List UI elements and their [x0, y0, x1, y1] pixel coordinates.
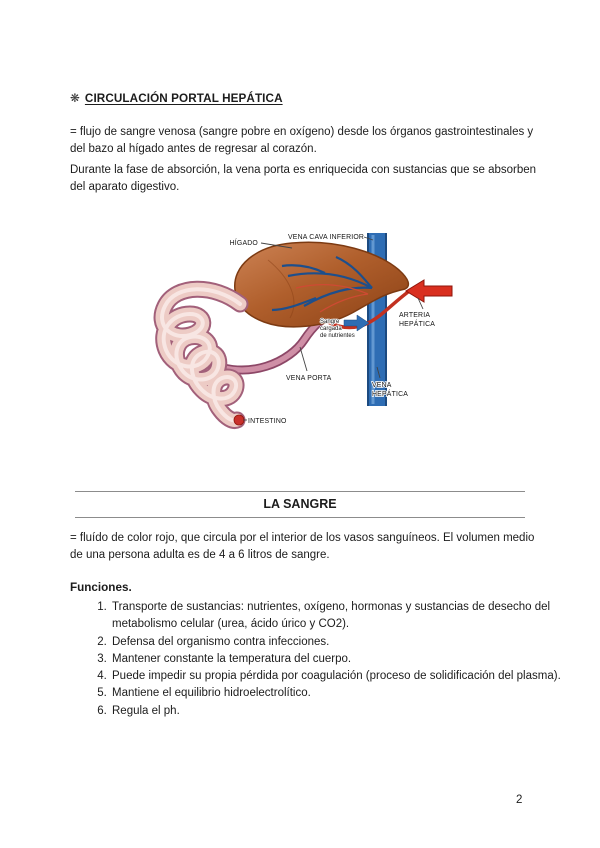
- label-vena-hepatica-line1: VENA: [372, 382, 392, 389]
- intestine-tip: [234, 415, 244, 425]
- artery-flow-arrow: [406, 280, 452, 302]
- intestine-coil: [162, 289, 240, 420]
- funciones-heading: Funciones.: [70, 581, 132, 594]
- functions-list: [70, 599, 568, 720]
- label-sangre-cargada-line3: de nutrientes: [320, 333, 355, 339]
- la-sangre-title: LA SANGRE: [263, 497, 337, 511]
- label-higado: HÍGADO: [229, 240, 258, 247]
- function-item-4: 4. Puede impedir su propia pérdida por coagulación (proceso de solidificación del plasma).: [110, 668, 568, 685]
- section-title: CIRCULACIÓN PORTAL HEPÁTICA: [84, 92, 283, 105]
- label-arteria-hepatica-line1: ARTERIA: [399, 312, 431, 319]
- divider-top: [75, 491, 525, 492]
- portal-circulation-figure: [140, 230, 470, 444]
- function-item-3: 3. Mantener constante la temperatura del cuerpo.: [110, 651, 568, 668]
- function-item-2: 2. Defensa del organismo contra infecciones.: [110, 634, 568, 651]
- divider-bottom: [75, 517, 525, 518]
- label-vena-porta: VENA PORTA: [286, 375, 332, 382]
- label-sangre-cargada-line2: cargada: [320, 326, 342, 332]
- section-heading: [70, 91, 283, 105]
- function-item-1: 1. Transporte de sustancias: nutrientes, oxígeno, hormonas y sustancias de desecho del metabolismo celular (urea, ácido úrico y CO2).: [110, 599, 568, 634]
- function-item-6: 6. Regula el ph.: [110, 703, 568, 720]
- asterisk-bullet-icon: ❋: [70, 92, 80, 105]
- intro-paragraph-2: Durante la fase de absorción, la vena porta es enriquecida con sustancias que se absorben del aparato digestivo.: [70, 164, 537, 194]
- page-number: 2: [516, 794, 523, 806]
- sangre-paragraph: = fluído de color rojo, que circula por el interior de los vasos sanguíneos. El volumen medio de una persona adulta es de 4 a 6 litros de sangre.: [70, 532, 535, 562]
- function-item-5: 5. Mantiene el equilibrio hidroelectrolítico.: [110, 685, 568, 702]
- intro-paragraph-1: = flujo de sangre venosa (sangre pobre en oxígeno) desde los órganos gastrointestinales y del bazo al hígado antes de regresar al corazón.: [70, 126, 534, 156]
- label-intestino: INTESTINO: [248, 418, 287, 425]
- label-vena-hepatica-line2: HEPÁTICA: [372, 391, 409, 398]
- label-arteria-hepatica-line2: HEPÁTICA: [399, 321, 436, 328]
- anatomy-illustration: [140, 230, 470, 444]
- label-sangre-cargada-line1: Sangre: [320, 319, 340, 325]
- label-vena-cava-inferior: VENA CAVA INFERIOR: [288, 234, 365, 241]
